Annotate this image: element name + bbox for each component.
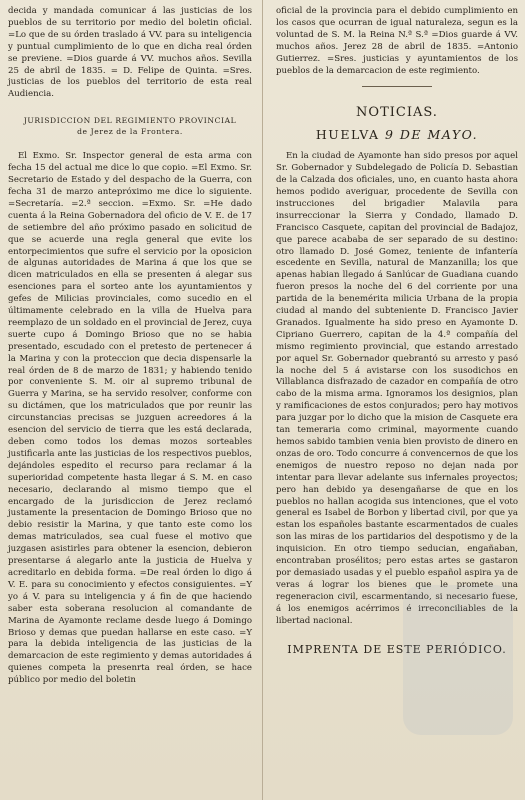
dateline-place: HUELVA bbox=[315, 127, 380, 143]
section-rule bbox=[362, 86, 432, 87]
imprint-line: IMPRENTA DE ESTE PERIÓDICO. bbox=[287, 642, 507, 656]
dateline bbox=[276, 129, 518, 141]
right-column bbox=[276, 6, 518, 655]
right-top-paragraph: oficial de la provincia para el debido cumplimiento en los casos que ocurran de igual naturaleza, segun es la voluntad de S. M. la Reina N.ª S.ª =Dios guarde á VV. muchos años. Jerez 28 de abril de 1835. =Antonio Gutierrez. =Sres. justicias y ayuntamientos de los pueblos de la demarcacion de este regimiento. bbox=[276, 6, 518, 76]
column-divider bbox=[262, 0, 263, 800]
left-body-paragraph: El Exmo. Sr. Inspector general de esta arma con fecha 15 del actual me dice lo que copio. =El Exmo. Sr. Secretario de Estado y del despacho de la Guerra, con fecha 31 de marzo antepróximo me dice lo siguiente. =Secretaría. =2.ª seccion. =Exmo. Sr. =He dado cuenta á la Reina Gobernadora del oficio de V. E. de 17 de setiembre del año próximo pasado en solicitud de que se acuerde una regla general que evite los entorpecimientos que sufre el servicio por la oposicion de algunas autoridades de Marina á que los que se dicen matriculados en ella se presenten á alegar sus esenciones para el sorteo ante los ayuntamientos y gefes de Milicias provinciales, como sucedio en el últimamente celebrado en la villa de Huelva para reemplazo de un soldado en el provincial de Jerez, cuya suerte cupo á Domingo Brioso que no se habia presentado, escudado con el pretesto de pertenecer á la Marina y con la proteccion que decia dispensarle la real órden de 8 de marzo de 1831; y habiendo tenido por conveniente S. M. oir al supremo tribunal de Guerra y Marina, se ha servido resolver, conforme con su dictámen, que los matriculados que por reunir las circunstancias precisas se juzguen acreedores á la esencion del servicio de tierra que les está declarada, deben como todos los demas mozos sorteables justificarla ante las justicias de los respectivos pueblos, dejándoles espedito el recurso para reclamar á la superioridad competente hasta llegar á S. M. en caso necesario, declarando al mismo tiempo que el encargado de la jurisdiccion de Jerez reclamó justamente la presentacion de Domingo Brioso que no debio resistir la Marina, y que tanto este como los demas matriculados, sea cual fuese el motivo que juzgasen asistirles para obtener la esencion, debieron presentarse á alegarlo ante la justicia de Huelva y acreditarlo en debida forma. =De real órden lo digo á V. E. para su conocimiento y efectos consiguientes. =Y yo á V. para su inteligencia y á fin de que haciendo saber esta soberana resolucion al comandante de Marina de Ayamonte reclame desde luego á Domingo Brioso y demas que puedan hallarse en este caso. =Y para la debida inteligencia de las justicias de la demarcacion de este regimiento y demas autoridades á quienes competa la presenrta real órden, se hace público por medio del boletin bbox=[8, 151, 252, 686]
right-body-paragraph: En la ciudad de Ayamonte han sido presos por aquel Sr. Gobernador y Subdelegado de Policía D. Sebastian de la Calzada dos oficiales, uno, en cuanto hasta ahora hemos podido averiguar, procedente de Sevilla con instrucciones del brigadier Malavila para insurreccionar la Sierra y Condado, llamado D. Francisco Casquete, capitan del provincial de Badajoz, que parece acababa de ser separado de su destino: otro llamado D. José Gomez, teniente de infantería escedente en Sevilla, natural de Manzanilla; los que apenas habian llegado á Sanlúcar de Guadiana cuando fueron presos la noche del 6 del corriente por una partida de la benemérita milicia Urbana de la propia ciudad al mando del subteniente D. Francisco Javier Granados. Igualmente ha sido preso en Ayamonte D. Cipriano Guerrero, capitan de la 4.ª compañía del mismo regimiento provincial, que estando arrestado por aquel Sr. Gobernador quebrantó su arresto y pasó la noche del 5 á avistarse con los susodichos en Villablanca disfrazado de cazador en compañía de otro cabo de la misma arma. Ignoramos los designios, plan y ramificaciones de estos conjurados; pero hay motivos para juzgar por lo dicho que la mision de Casquete era tan temeraria como criminal, mayormente cuando hemos sabido tambien venia bien provisto de dinero en onzas de oro. Todo concurre á convencernos de que los enemigos de nuestro reposo no dejan nada por intentar para llevar adelante sus infernales proyectos; pero han debido ya desengañarse de que en los pueblos no hallan acogida sus intenciones, que el voto general es Isabel de Borbon y libertad civil, por que ya estan los españoles bastante escarmentados de cuales son las miras de los partidarios del despotismo y de la inquisicion. En otro tiempo seducian, engañaban, encontraban prosélitos; pero estas artes se gastaron por demasiado usadas y el pueblo español aspira ya de veras á lograr los bienes que le promete una regeneracion civil, escarmentando, si necesario fuese, á los enemigos acérrimos é irreconciliables de la libertad nacional. bbox=[276, 151, 518, 626]
section-heading-block bbox=[8, 115, 252, 137]
left-top-paragraph: decida y mandada comunicar á las justicias de los pueblos de su territorio por medio del boletin oficial. =Lo que de su órden traslado á VV. para su inteligencia y puntual cumplimiento de lo que en dicha real órden se previene. =Dios guarde á VV. muchos años. Sevilla 25 de abril de 1835. = D. Felipe de Quinta. =Sres. justicias de los pueblos del territorio de esta real Audiencia. bbox=[8, 6, 252, 100]
section-heading: JURISDICCION DEL REGIMIENTO PROVINCIAL bbox=[23, 116, 237, 126]
faded-stamp-mark bbox=[403, 585, 513, 735]
left-column bbox=[8, 6, 252, 687]
dateline-date: 9 DE MAYO. bbox=[384, 127, 479, 143]
notices-title: NOTICIAS. bbox=[356, 105, 438, 121]
section-subheading: de Jerez de la Frontera. bbox=[77, 127, 183, 137]
